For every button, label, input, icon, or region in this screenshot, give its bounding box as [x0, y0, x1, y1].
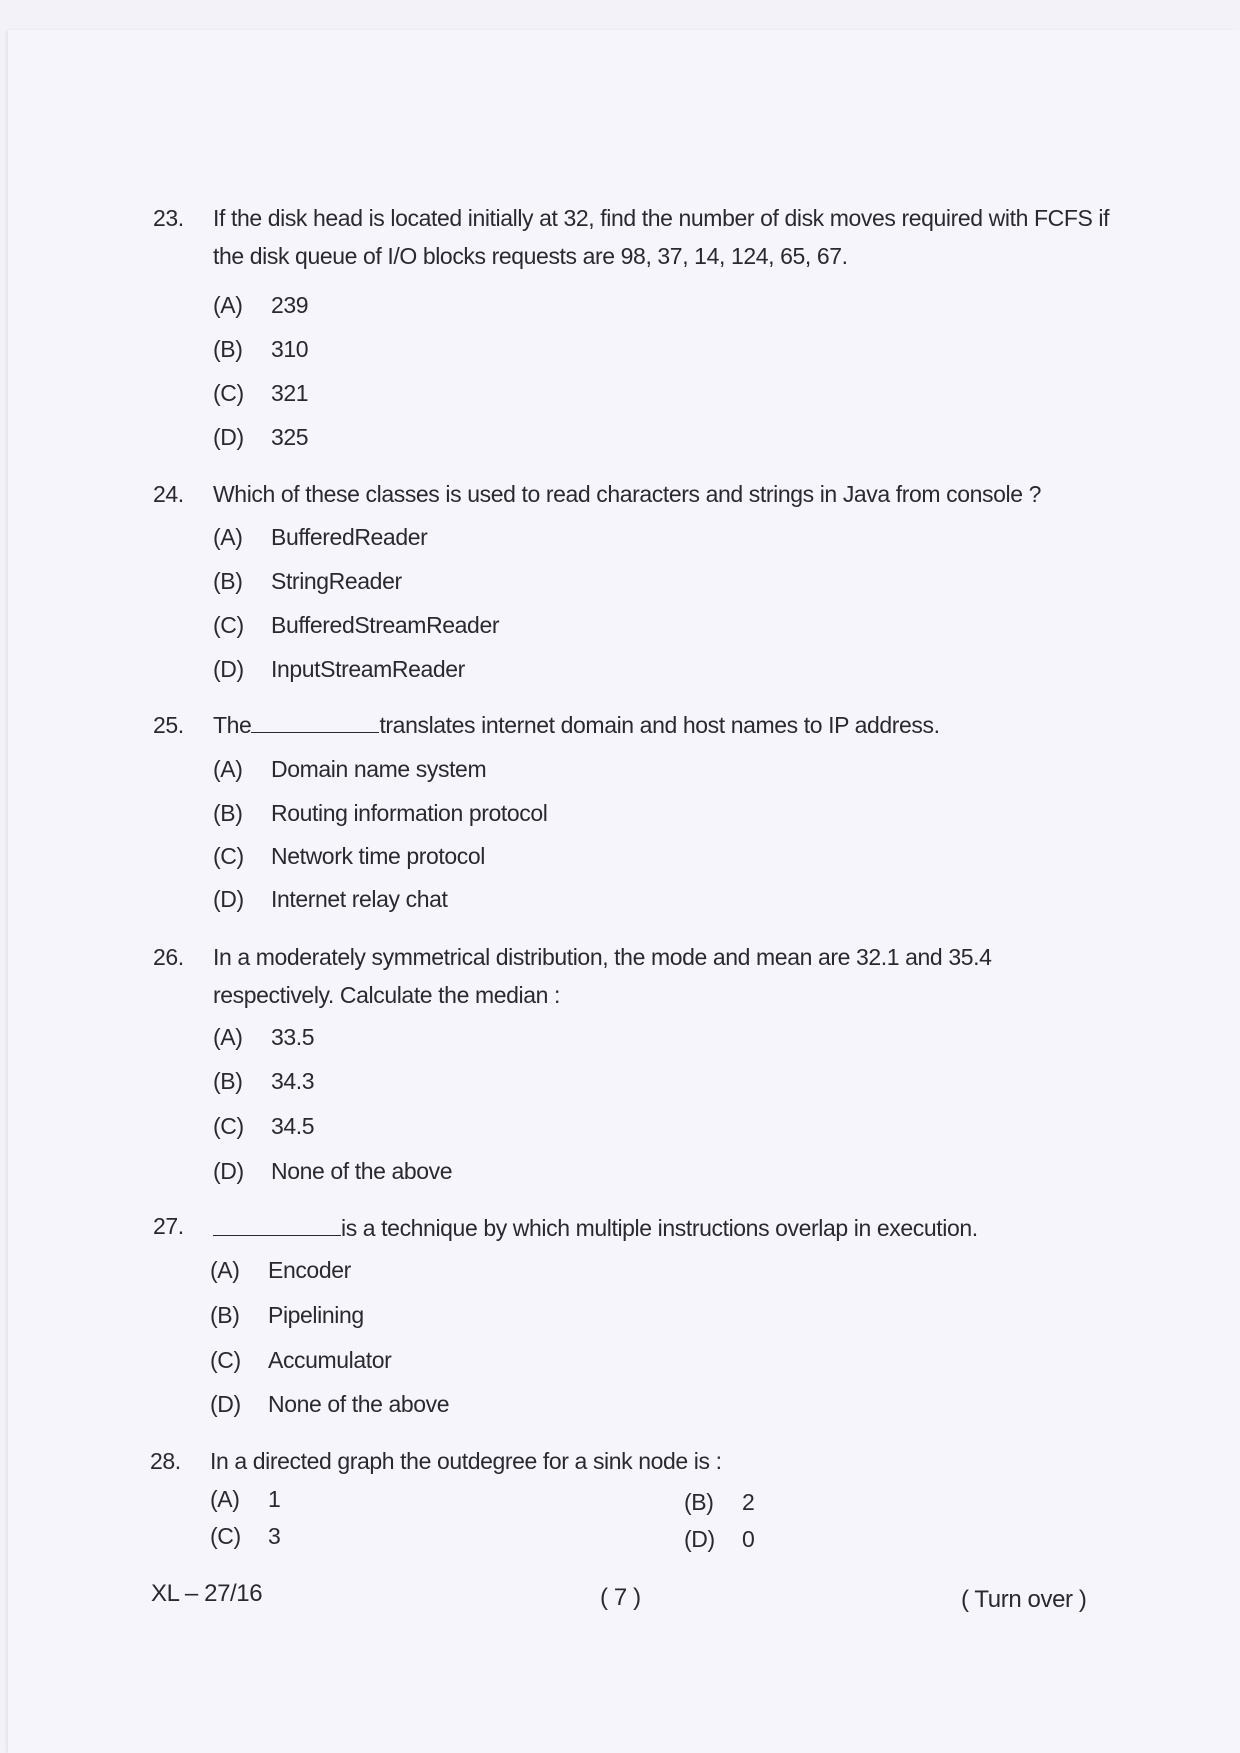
option-c: (C) BufferedStreamReader	[213, 612, 500, 638]
option-a: (A) BufferedReader	[213, 524, 428, 550]
option-a: (A) 33.5	[213, 1024, 315, 1050]
exam-code: XL – 27/16	[151, 1580, 263, 1607]
question-text: The translates internet domain and host names to IP address.	[213, 712, 940, 738]
turn-over-note: ( Turn over )	[961, 1586, 1087, 1613]
option-d: (D) Internet relay chat	[213, 886, 448, 912]
question-number: 25.	[153, 712, 184, 738]
option-a: (A) 239	[213, 292, 309, 318]
option-b: (B) Routing information protocol	[213, 800, 548, 826]
option-c: (C) 321	[213, 380, 309, 406]
question-number: 24.	[153, 481, 184, 507]
fill-blank	[213, 1219, 341, 1236]
option-b: (B) 34.3	[213, 1068, 315, 1094]
option-b: (B) 2	[684, 1489, 755, 1515]
question-text: Which of these classes is used to read characters and strings in Java from console ?	[213, 481, 1042, 507]
option-b: (B) 310	[213, 336, 309, 362]
question-number: 23.	[153, 205, 184, 231]
option-b: (B) Pipelining	[210, 1302, 364, 1328]
option-d: (D) 0	[684, 1526, 755, 1552]
option-c: (C) 3	[210, 1523, 281, 1549]
option-a: (A) Encoder	[210, 1257, 351, 1283]
question-number: 28.	[150, 1448, 181, 1474]
question-number: 26.	[153, 944, 184, 970]
option-d: (D) None of the above	[213, 1158, 453, 1184]
option-c: (C) 34.5	[213, 1113, 315, 1139]
question-number: 27.	[153, 1213, 184, 1239]
option-a: (A) Domain name system	[213, 756, 487, 782]
option-d: (D) InputStreamReader	[213, 656, 465, 682]
option-a: (A) 1	[210, 1486, 281, 1512]
option-d: (D) None of the above	[210, 1391, 450, 1417]
page-number: ( 7 )	[600, 1584, 641, 1611]
exam-page	[8, 30, 1240, 1753]
question-text: is a technique by which multiple instructions overlap in execution.	[213, 1209, 1213, 1247]
option-d: (D) 325	[213, 424, 309, 450]
question-text: If the disk head is located initially at 32, find the number of disk moves required with FCFS if the disk queue of I/O blocks requests are 98, 37, 14, 124, 65, 67.	[213, 205, 1110, 269]
option-b: (B) StringReader	[213, 568, 402, 594]
question-text: In a directed graph the outdegree for a sink node is :	[210, 1448, 722, 1474]
option-c: (C) Accumulator	[210, 1347, 392, 1373]
question-text: In a moderately symmetrical distribution, the mode and mean are 32.1 and 35.4 respectively. Calculate the median :	[213, 944, 992, 1008]
option-c: (C) Network time protocol	[213, 843, 486, 869]
fill-blank	[251, 716, 379, 733]
